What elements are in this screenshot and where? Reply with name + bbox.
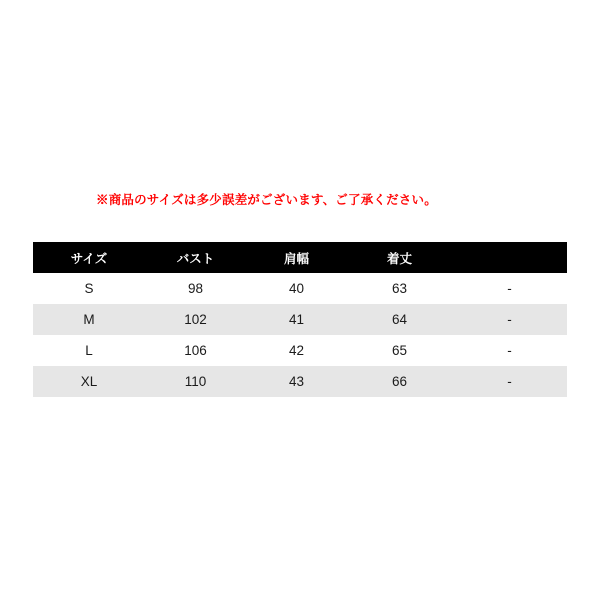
size-table-container: [33, 242, 567, 397]
table-row: [33, 304, 567, 335]
table-row: [33, 335, 567, 366]
size-table-body: [33, 273, 567, 397]
cell-extra: -: [452, 335, 567, 366]
column-header-bust: バスト: [145, 242, 246, 273]
cell-extra: -: [452, 366, 567, 397]
cell-bust: 106: [145, 335, 246, 366]
cell-size: L: [33, 335, 145, 366]
size-table-head: [33, 242, 567, 273]
column-header-shoulder: 肩幅: [246, 242, 347, 273]
cell-length: 66: [347, 366, 452, 397]
cell-size: XL: [33, 366, 145, 397]
column-header-size: サイズ: [33, 242, 145, 273]
column-header-length: 着丈: [347, 242, 452, 273]
cell-shoulder: 42: [246, 335, 347, 366]
table-header-row: [33, 242, 567, 273]
size-table: [33, 242, 567, 397]
cell-bust: 98: [145, 273, 246, 304]
cell-shoulder: 41: [246, 304, 347, 335]
cell-extra: -: [452, 273, 567, 304]
cell-size: M: [33, 304, 145, 335]
cell-shoulder: 40: [246, 273, 347, 304]
table-row: [33, 273, 567, 304]
cell-shoulder: 43: [246, 366, 347, 397]
column-header-blank: [452, 242, 567, 273]
cell-length: 65: [347, 335, 452, 366]
cell-bust: 110: [145, 366, 246, 397]
size-disclaimer-text: ※商品のサイズは多少誤差がございます、ご了承ください。: [96, 193, 437, 207]
cell-extra: -: [452, 304, 567, 335]
cell-length: 63: [347, 273, 452, 304]
cell-bust: 102: [145, 304, 246, 335]
cell-length: 64: [347, 304, 452, 335]
table-row: [33, 366, 567, 397]
cell-size: S: [33, 273, 145, 304]
